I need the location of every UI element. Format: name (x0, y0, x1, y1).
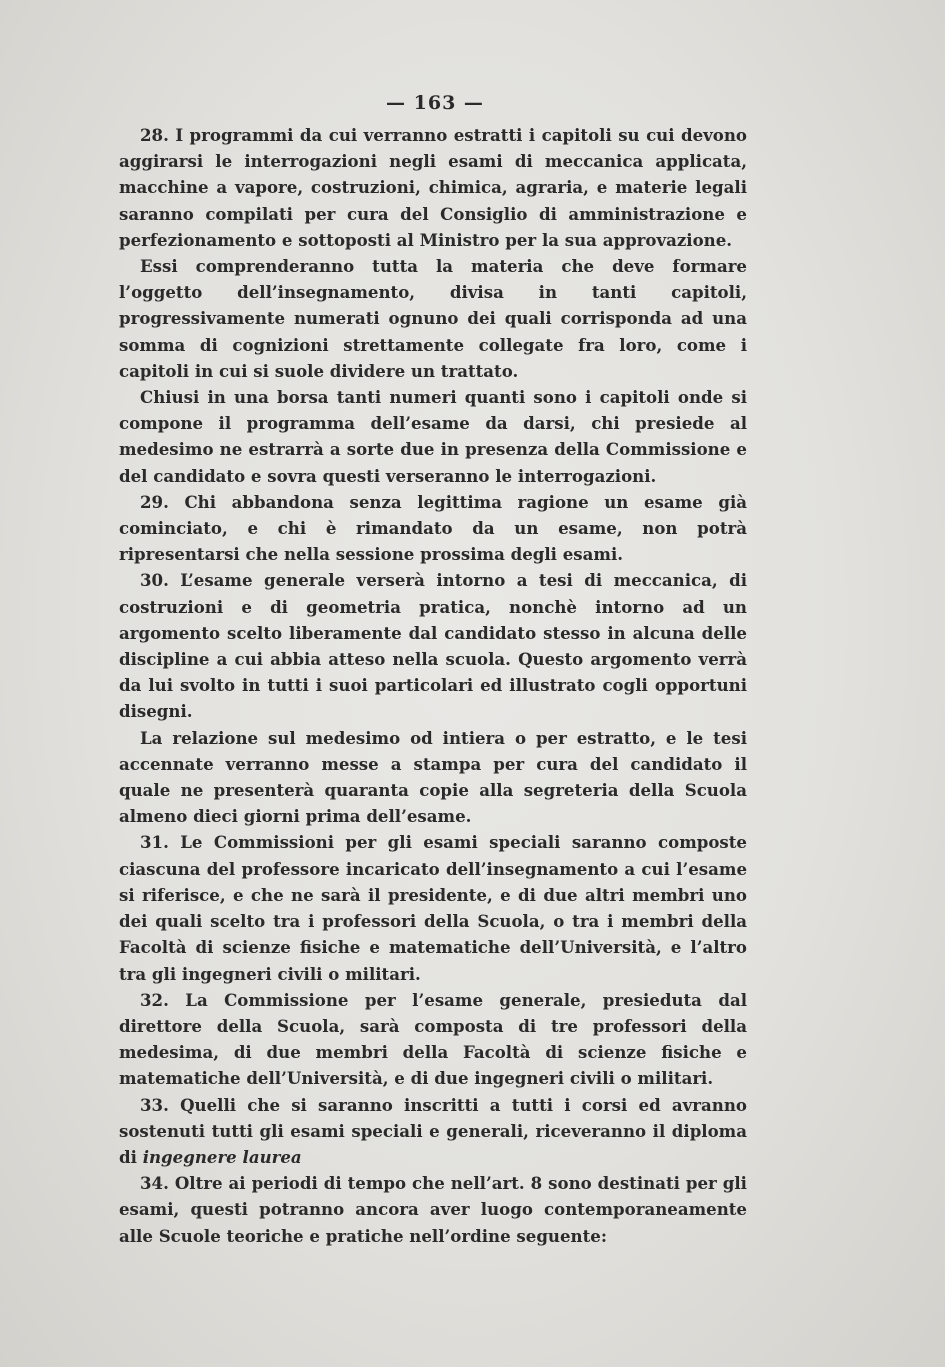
paragraph-text: Chi abbandona senza legittima ragione un esame già cominciato, e chi è rimandato da un esame, non potrà ripresentarsi che nella sessione prossima degli esami. (119, 491, 747, 565)
paragraph-art-29 (119, 489, 747, 568)
paragraph-art-28 (119, 122, 747, 253)
article-number: 30. (140, 570, 169, 591)
article-number: 33. (140, 1094, 169, 1115)
article-number: 31. (140, 832, 169, 853)
paragraph-text: Le Commissioni per gli esami speciali saranno composte ciascuna del professore incaricato dell’insegnamento a cui l’esame si riferisce, e che ne sarà il presidente, e di due altri membri uno dei quali scelto tra i professori della Scuola, o tra i membri della Facoltà di scienze fisiche e matematiche dell’Università, e l’altro tra gli ingegneri civili o militari. (119, 832, 747, 984)
paragraph-art-30 (119, 567, 747, 724)
paragraph-art-32 (119, 987, 747, 1092)
article-number: 29. (140, 491, 169, 512)
paragraph-art-34 (119, 1170, 747, 1249)
article-number: 28. (140, 125, 169, 145)
diploma-title: ingegnere laurea (142, 1146, 302, 1167)
paragraph-text: Chiusi in una borsa tanti numeri quanti sono i capitoli onde si compone il programma dell’esame da darsi, chi presiede al medesimo ne estrarrà a sorte due in presenza della Commissione e del candidato e sovra questi verseranno le interrogazioni. (119, 387, 747, 486)
paragraph-text: Quelli che si saranno inscritti a tutti i corsi ed avranno sostenuti tutti gli esami speciali e generali, riceveranno il diploma di (119, 1094, 747, 1167)
paragraph-art-28-cont-2 (119, 384, 747, 489)
paragraph-art-33 (119, 1092, 747, 1171)
paragraph-text: Essi comprenderanno tutta la materia che deve formare l’oggetto dell’insegnamento, divisa in tanti capitoli, progressivamente numerati ognuno dei quali corrisponda ad una somma di cognizioni strettamente collegate fra loro, come i capitoli in cui si suole dividere un trattato. (119, 256, 747, 381)
paragraph-text: Oltre ai periodi di tempo che nell’art. 8 sono destinati per gli esami, questi potranno ancora aver luogo contemporaneamente alle Scuole teoriche e pratiche nell’ordine seguente: (119, 1173, 747, 1246)
paragraph-text: I programmi da cui verranno estratti i capitoli su cui devono aggirarsi le interrogazioni negli esami di meccanica applicata, macchine a vapore, costruzioni, chimica, agraria, e materie legali saranno compilati per cura del Consiglio di amministrazione e perfezionamento e sottoposti al Ministro per la sua approvazione. (119, 125, 747, 250)
paragraph-text: La relazione sul medesimo od intiera o per estratto, e le tesi accennate verranno messe a stampa per cura del candidato il quale ne presenterà quaranta copie alla segreteria della Scuola almeno dieci giorni prima dell’esame. (119, 727, 747, 827)
paragraph-text: L’esame generale verserà intorno a tesi di meccanica, di costruzioni e di geometria pratica, nonchè intorno ad un argomento scelto liberamente dal candidato stesso in alcuna delle discipline a cui abbia atteso nella scuola. Questo argomento verrà da lui svolto in tutti i suoi particolari ed illustrato cogli opportuni disegni. (119, 570, 747, 722)
paragraph-text: La Commissione per l’esame generale, presieduta dal direttore della Scuola, sarà composta di tre professori della medesima, di due membri della Facoltà di scienze fisiche e matematiche dell’Università, e di due ingegneri civili o militari. (119, 989, 747, 1089)
body-text (119, 122, 747, 1249)
paragraph-art-28-cont-1 (119, 253, 747, 384)
paragraph-art-30-cont (119, 725, 747, 830)
paragraph-art-31 (119, 829, 747, 986)
article-number: 34. (140, 1173, 169, 1194)
page-number: — 163 — (386, 92, 484, 114)
article-number: 32. (140, 989, 169, 1010)
